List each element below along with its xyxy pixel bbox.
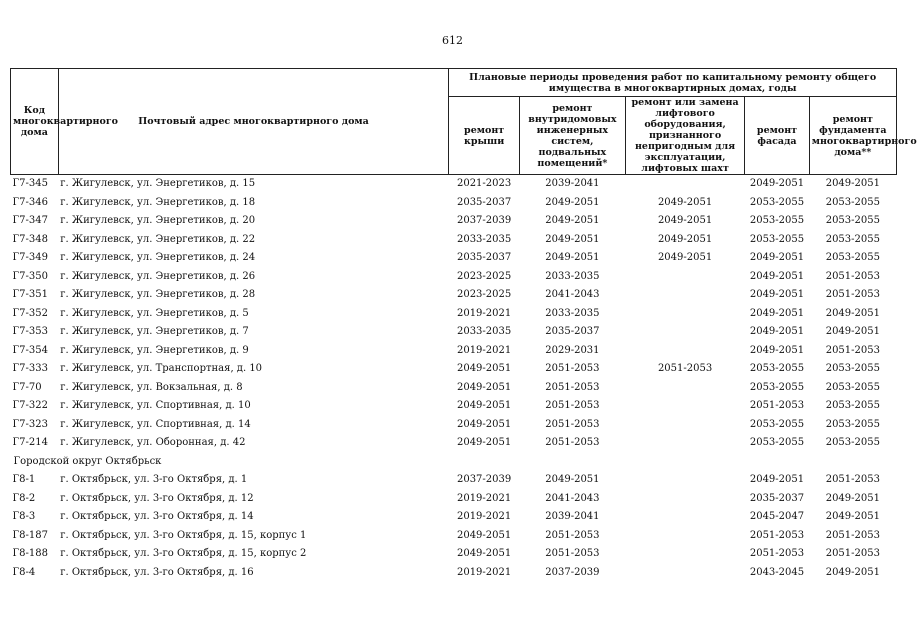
cell-code: Г7-70 [12,381,42,393]
cell-code: Г7-214 [12,437,48,448]
header-periods: Плановые периоды проведения работ по капитальному ремонту общего имущества в многоквартирных домах, годы [449,69,897,97]
cell-code: Г7-348 [12,233,48,245]
cell-foundation: 2051-2053 [825,289,880,300]
cell-facade: 2053-2055 [749,233,805,245]
cell-roof: 2019-2021 [456,511,512,522]
cell-address: г. Жигулевск, ул. Энергетиков, д. 22 [60,233,256,245]
cell-roof: 2037-2039 [456,474,512,485]
table-body-oktyabrsk [11,471,897,582]
cell-address: г. Жигулевск, ул. Энергетиков, д. 18 [60,196,256,208]
table-row [11,231,897,250]
cell-facade: 2035-2037 [749,492,805,504]
cell-lift: 2049-2051 [657,196,713,208]
cell-roof: 2049-2051 [456,418,512,430]
cell-facade: 2049-2051 [749,326,805,337]
cell-roof: 2033-2035 [456,233,512,245]
table-row [11,379,897,398]
cell-foundation: 2053-2055 [825,196,880,208]
cell-engineering: 2041-2043 [545,289,600,300]
cell-address: г. Октябрьск, ул. 3-го Октября, д. 15, корпус 1 [60,529,307,541]
cell-code: Г7-349 [12,252,48,263]
cell-code: Г7-323 [12,418,48,430]
cell-foundation: 2053-2055 [825,400,880,411]
cell-facade: 2049-2051 [749,289,805,300]
cell-roof: 2049-2051 [456,437,512,448]
table-row [11,545,897,564]
cell-facade: 2053-2055 [749,381,805,393]
cell-code: Г7-347 [12,215,48,226]
cell-facade: 2049-2051 [749,344,805,356]
cell-roof: 2049-2051 [456,381,512,393]
cell-engineering: 2049-2051 [545,474,600,485]
cell-foundation: 2049-2051 [825,566,880,578]
cell-code: Г7-333 [12,363,48,374]
cell-foundation: 2049-2051 [825,307,880,319]
cell-engineering: 2051-2053 [545,381,600,393]
table-row [11,305,897,324]
cell-lift [625,286,744,305]
cell-address: г. Жигулевск, ул. Спортивная, д. 14 [60,418,251,430]
cell-address: г. Жигулевск, ул. Вокзальная, д. 8 [60,381,243,393]
cell-foundation: 2053-2055 [825,381,880,393]
table-row [11,323,897,342]
header-lift: ремонт или замена лифтового оборудования, признанного непригодным для эксплуатации, лифтовых шахт [625,97,744,175]
cell-foundation: 2053-2055 [825,437,880,448]
cell-facade: 2049-2051 [749,252,805,263]
cell-engineering: 2051-2053 [545,529,600,541]
cell-lift [625,342,744,361]
cell-foundation: 2051-2053 [825,529,880,541]
table-row [11,471,897,490]
cell-address: г. Жигулевск, ул. Энергетиков, д. 28 [60,289,256,300]
cell-foundation: 2053-2055 [825,418,880,430]
cell-facade: 2049-2051 [749,474,805,485]
cell-lift: 2049-2051 [657,233,713,245]
cell-code: Г7-346 [12,196,48,208]
cell-engineering: 2039-2041 [545,511,600,522]
cell-lift [625,508,744,527]
cell-engineering: 2041-2043 [545,492,600,504]
cell-facade: 2049-2051 [749,307,805,319]
table-row [11,194,897,213]
cell-engineering: 2049-2051 [545,215,600,226]
cell-address: г. Жигулевск, ул. Энергетиков, д. 24 [60,252,256,263]
cell-facade: 2049-2051 [749,270,805,282]
table-row [11,490,897,509]
cell-code: Г7-353 [12,326,48,337]
cell-engineering: 2037-2039 [545,566,600,578]
cell-address: г. Жигулевск, ул. Энергетиков, д. 15 [60,178,256,189]
cell-roof: 2037-2039 [456,215,512,226]
cell-lift: 2051-2053 [657,363,713,374]
cell-code: Г7-351 [12,289,48,300]
section-row-group [11,453,897,472]
cell-lift [625,564,744,583]
cell-roof: 2035-2037 [456,252,512,263]
cell-foundation: 2049-2051 [825,492,880,504]
cell-foundation: 2051-2053 [825,270,880,282]
cell-address: г. Жигулевск, ул. Энергетиков, д. 9 [60,344,249,356]
cell-lift [625,416,744,435]
cell-foundation: 2053-2055 [825,215,880,226]
cell-code: Г7-322 [12,400,48,411]
cell-code: Г8-4 [12,566,36,578]
cell-engineering: 2051-2053 [545,437,600,448]
cell-code: Г8-188 [12,548,48,559]
cell-foundation: 2053-2055 [825,363,880,374]
cell-address: г. Жигулевск, ул. Оборонная, д. 42 [60,437,246,448]
table-row [11,342,897,361]
table-row [11,564,897,583]
cell-foundation: 2053-2055 [825,233,880,245]
header-foundation: ремонт фундамента многоквартирного дома** [809,97,896,175]
page-number: 612 [442,34,463,47]
cell-facade: 2053-2055 [749,363,805,374]
cell-facade: 2053-2055 [749,215,805,226]
cell-lift [625,323,744,342]
cell-lift [625,397,744,416]
table-row [11,268,897,287]
cell-roof: 2049-2051 [456,548,512,559]
cell-address: г. Жигулевск, ул. Спортивная, д. 10 [60,400,251,411]
cell-roof: 2019-2021 [456,344,512,356]
cell-code: Г7-345 [12,178,48,189]
table-row [11,249,897,268]
section-title: Городской округ Октябрьск [13,455,162,467]
header-address: Почтовый адрес многоквартирного дома [58,69,449,175]
cell-address: г. Октябрьск, ул. 3-го Октября, д. 12 [60,492,254,504]
header-facade: ремонт фасада [745,97,809,175]
cell-engineering: 2049-2051 [545,252,600,263]
table-row [11,175,897,194]
header-roof: ремонт крыши [449,97,520,175]
cell-roof: 2019-2021 [456,566,512,578]
header-code: Код многоквартирного дома [11,69,59,175]
table-header [11,69,917,175]
cell-engineering: 2051-2053 [545,363,600,374]
cell-code: Г8-1 [12,474,36,485]
header-engineering: ремонт внутридомовых инженерных систем, подвальных помещений* [519,97,625,175]
cell-address: г. Октябрьск, ул. 3-го Октября, д. 1 [60,474,248,485]
cell-roof: 2019-2021 [456,492,512,504]
cell-engineering: 2033-2035 [545,270,600,282]
cell-engineering: 2049-2051 [545,196,600,208]
cell-roof: 2021-2023 [456,178,512,189]
cell-address: г. Жигулевск, ул. Транспортная, д. 10 [60,363,263,374]
cell-foundation: 2049-2051 [825,326,880,337]
cell-lift [625,268,744,287]
table-body-zhigulevsk [11,175,897,453]
cell-engineering: 2051-2053 [545,418,600,430]
cell-roof: 2023-2025 [456,270,512,282]
cell-engineering: 2035-2037 [545,326,600,337]
cell-lift [625,471,744,490]
cell-foundation: 2051-2053 [825,344,880,356]
cell-foundation: 2051-2053 [825,548,880,559]
cell-foundation: 2053-2055 [825,252,880,263]
cell-engineering: 2051-2053 [545,548,600,559]
cell-lift [625,527,744,546]
cell-facade: 2043-2045 [749,566,805,578]
cell-foundation: 2049-2051 [825,511,880,522]
cell-engineering: 2051-2053 [545,400,600,411]
cell-facade: 2053-2055 [749,437,805,448]
cell-facade: 2045-2047 [749,511,805,522]
cell-code: Г7-354 [12,344,48,356]
cell-address: г. Жигулевск, ул. Энергетиков, д. 7 [60,326,249,337]
cell-lift [625,379,744,398]
section-row [11,453,897,472]
cell-lift: 2049-2051 [657,215,713,226]
cell-code: Г8-2 [12,492,36,504]
cell-engineering: 2049-2051 [545,233,600,245]
cell-roof: 2049-2051 [456,363,512,374]
cell-facade: 2051-2053 [749,548,805,559]
cell-facade: 2053-2055 [749,418,805,430]
cell-code: Г8-187 [12,529,48,541]
table-row [11,397,897,416]
cell-lift [625,545,744,564]
capital-repair-table [10,68,917,582]
table-row [11,416,897,435]
cell-address: г. Жигулевск, ул. Энергетиков, д. 5 [60,307,249,319]
cell-engineering: 2039-2041 [545,178,600,189]
cell-foundation: 2049-2051 [825,178,880,189]
cell-roof: 2033-2035 [456,326,512,337]
cell-lift [625,305,744,324]
cell-address: г. Жигулевск, ул. Энергетиков, д. 20 [60,215,256,226]
table-row [11,434,897,453]
table-row [11,360,897,379]
cell-address: г. Жигулевск, ул. Энергетиков, д. 26 [60,270,256,282]
table-row [11,212,897,231]
table-row [11,508,897,527]
cell-roof: 2049-2051 [456,529,512,541]
cell-facade: 2051-2053 [749,400,805,411]
cell-lift [625,175,744,194]
cell-roof: 2035-2037 [456,196,512,208]
cell-roof: 2023-2025 [456,289,512,300]
cell-lift [625,434,744,453]
cell-roof: 2019-2021 [456,307,512,319]
cell-lift: 2049-2051 [657,252,713,263]
cell-code: Г8-3 [12,511,36,522]
table-row [11,286,897,305]
cell-engineering: 2033-2035 [545,307,600,319]
cell-engineering: 2029-2031 [545,344,600,356]
cell-lift [625,490,744,509]
cell-facade: 2049-2051 [749,178,805,189]
cell-code: Г7-350 [12,270,48,282]
cell-address: г. Октябрьск, ул. 3-го Октября, д. 16 [60,566,254,578]
cell-code: Г7-352 [12,307,48,319]
cell-foundation: 2051-2053 [825,474,880,485]
cell-roof: 2049-2051 [456,400,512,411]
cell-facade: 2053-2055 [749,196,805,208]
cell-address: г. Октябрьск, ул. 3-го Октября, д. 15, корпус 2 [60,548,307,559]
cell-facade: 2051-2053 [749,529,805,541]
cell-address: г. Октябрьск, ул. 3-го Октября, д. 14 [60,511,254,522]
table-row [11,527,897,546]
